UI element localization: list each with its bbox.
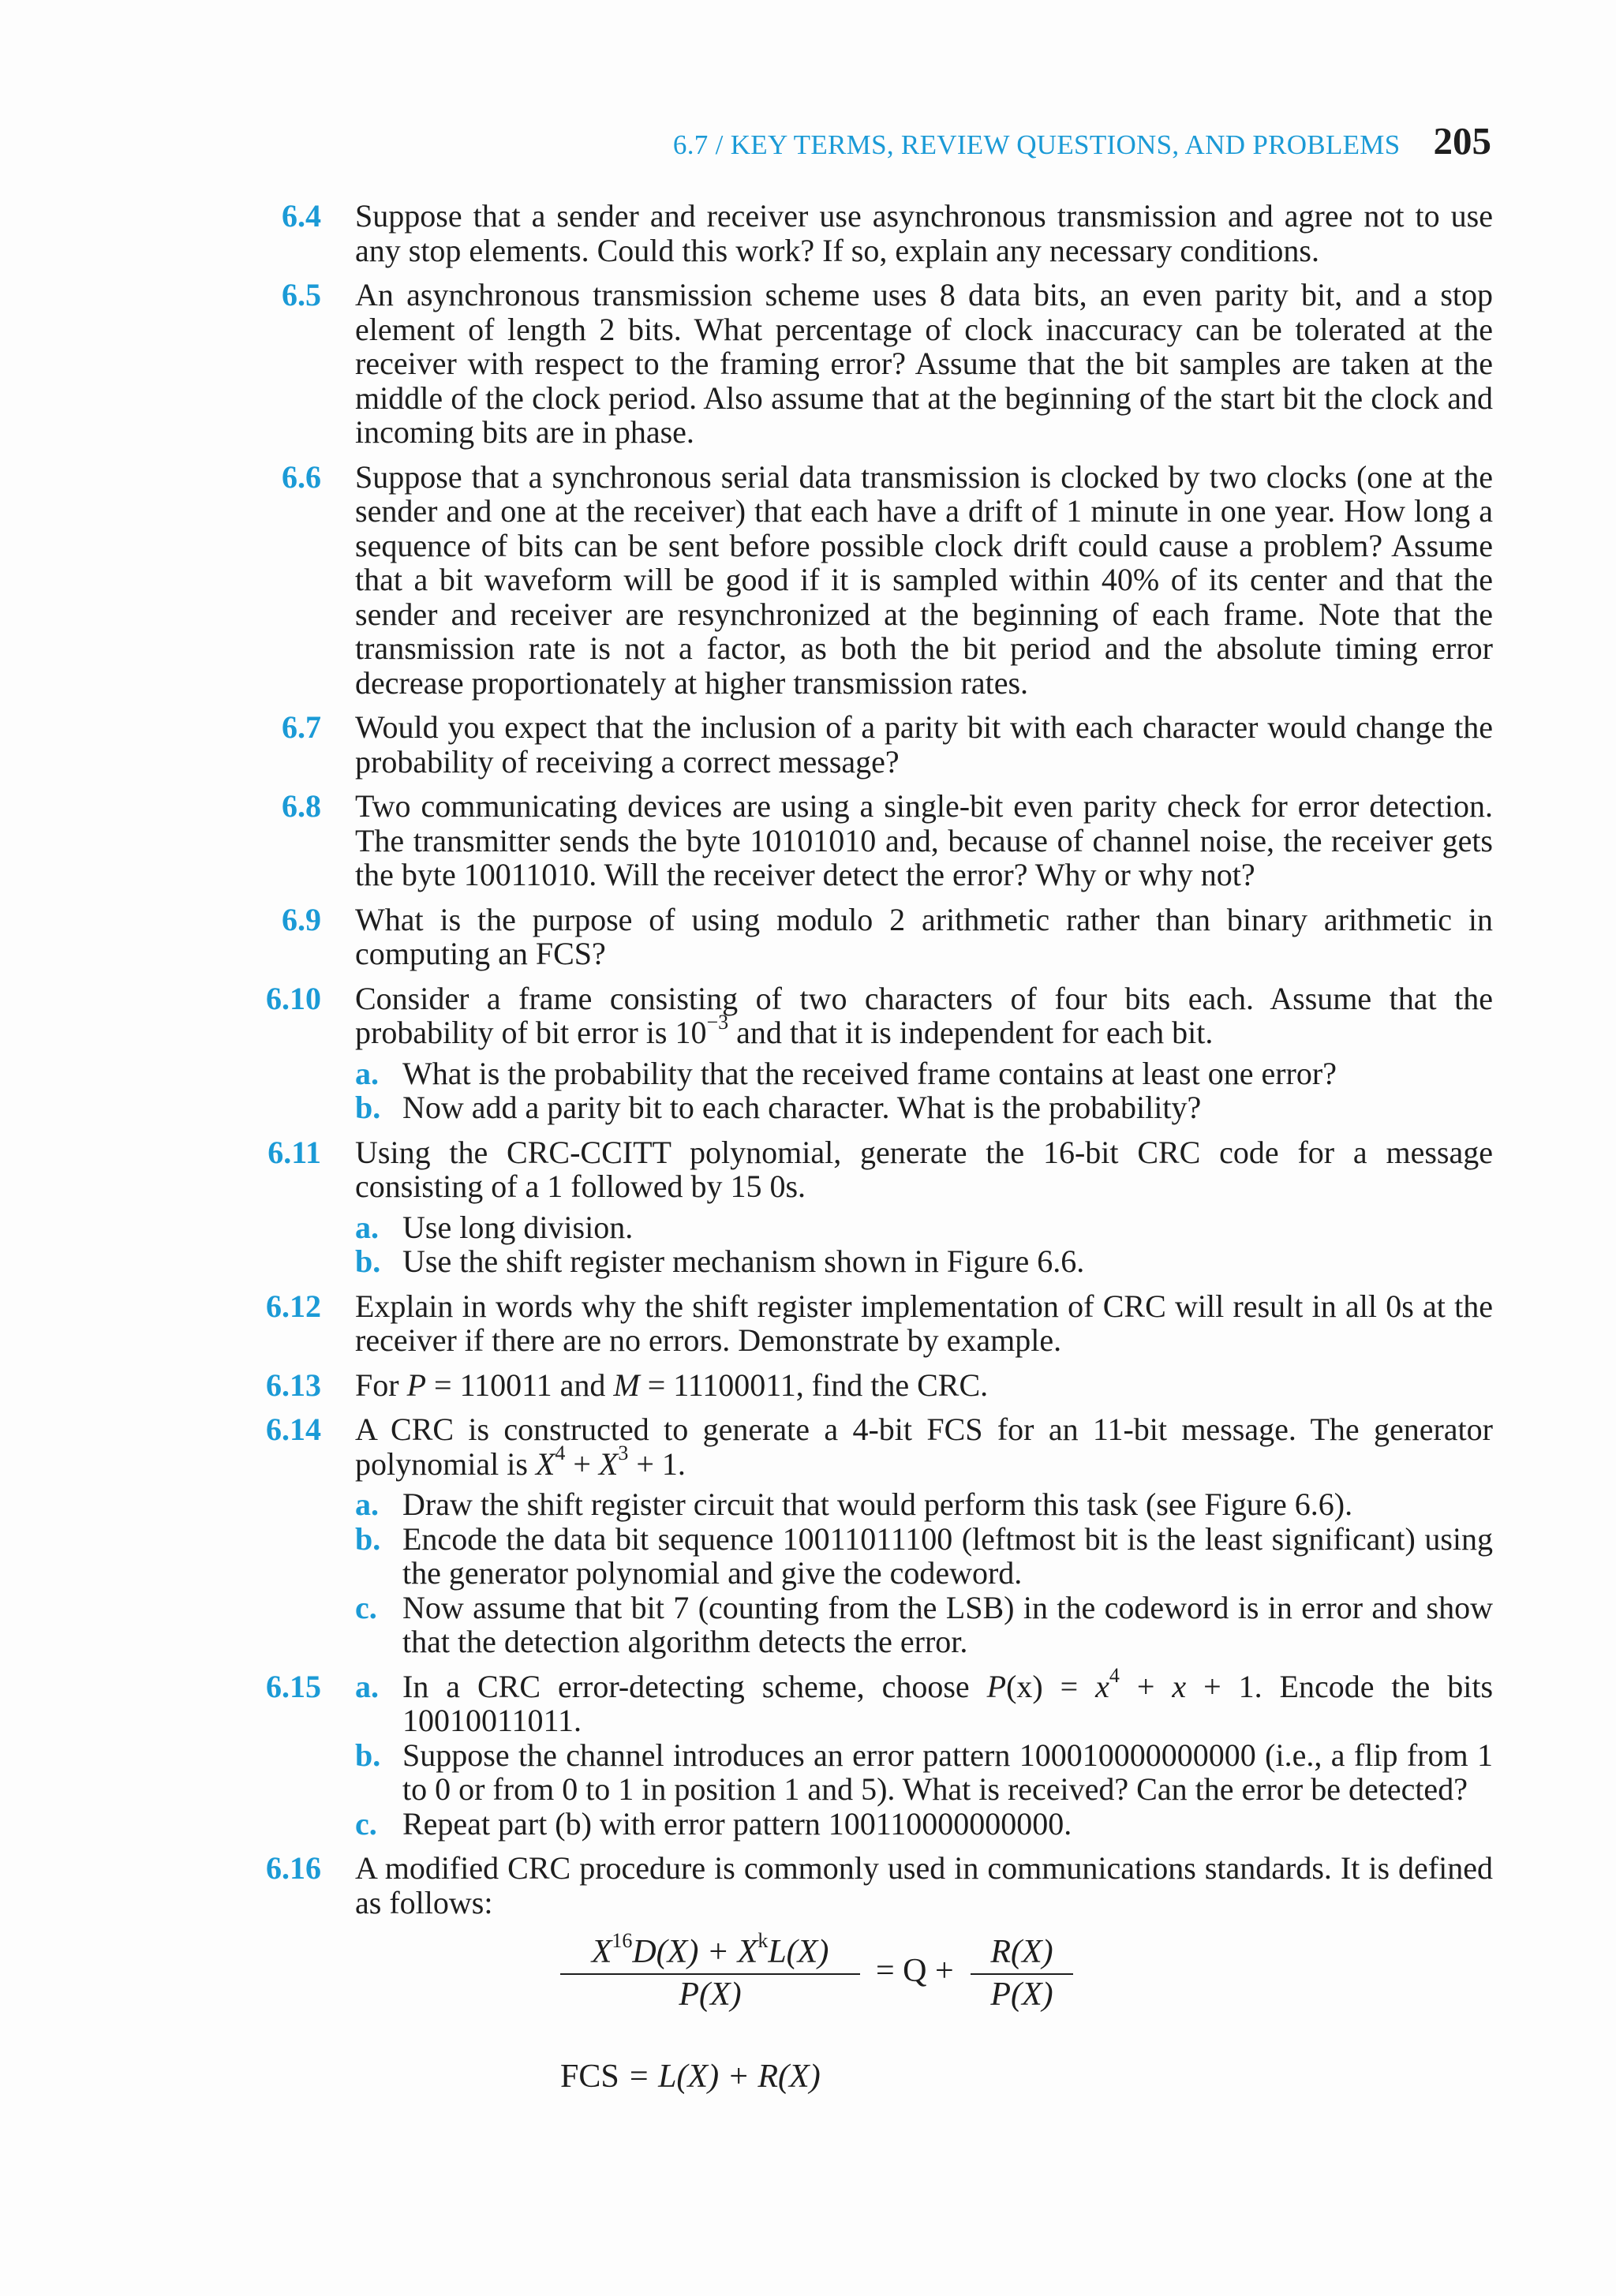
- variable-m: M: [613, 1367, 640, 1403]
- subpart-text: What is the probability that the received frame contains at least one error?: [402, 1055, 1337, 1091]
- variable-p: P: [986, 1668, 1007, 1704]
- text-segment: In a CRC error-detecting scheme, choose: [402, 1668, 987, 1704]
- subpart-letter: b.: [355, 1737, 381, 1773]
- text-before-exponent: Consider a frame consisting of two characters of four bits each. Assume that the probability of bit error is 10: [355, 980, 1493, 1050]
- problem-number: 6.12: [266, 1288, 321, 1324]
- problem-number: 6.5: [282, 277, 321, 312]
- subpart-a: [355, 1056, 1493, 1091]
- subpart-letter: a.: [355, 1668, 379, 1704]
- var: L(X): [768, 1934, 829, 1970]
- operator: +: [565, 1445, 599, 1482]
- text-segment: = 11100011, find the CRC.: [639, 1367, 989, 1403]
- subpart-letter: b.: [355, 1243, 381, 1279]
- var: P(X): [679, 1976, 742, 2013]
- subpart-letter: a.: [355, 1055, 379, 1091]
- problem-number: 6.7: [282, 709, 321, 745]
- var: X: [591, 1934, 612, 1970]
- fcs-definition: [560, 2060, 821, 2095]
- problem-text: [355, 1368, 1493, 1403]
- fcs-expression: = L(X) + R(X): [619, 2059, 821, 2095]
- variable-x: x: [1095, 1668, 1109, 1704]
- problem-6-13: [260, 1368, 1493, 1403]
- problem-text: Suppose that a sender and receiver use asynchronous transmission and agree not to use any stop elements. Could this work? If so, explain any necessary conditions.: [355, 198, 1493, 268]
- subpart-text: Suppose the channel introduces an error pattern 100010000000000 (i.e., a flip from 1 to 0 or from 0 to 1 in position 1 and 5). What is received? Can the error be detected?: [402, 1737, 1493, 1807]
- problem-text: A modified CRC procedure is commonly used in communications standards. It is defined as follows:: [355, 1850, 1493, 1920]
- equals-q-plus: = Q +: [876, 1953, 954, 1989]
- problem-6-16: [260, 1851, 1493, 2109]
- problem-6-5: [260, 278, 1493, 450]
- text-segment: For: [355, 1367, 407, 1403]
- var: D(X) + X: [632, 1934, 758, 1970]
- problem-text: What is the purpose of using modulo 2 arithmetic rather than binary arithmetic in computing an FCS?: [355, 901, 1493, 971]
- problem-number: 6.8: [282, 788, 321, 824]
- text-after-exponent: and that it is independent for each bit.: [728, 1015, 1214, 1050]
- variable-p: P: [406, 1367, 427, 1403]
- subpart-b: [355, 1244, 1493, 1279]
- subpart-letter: a.: [355, 1209, 379, 1245]
- problem-number: 6.16: [266, 1850, 321, 1886]
- crc-equation: [355, 1929, 1493, 2109]
- lhs-numerator: [560, 1929, 860, 1975]
- subpart-letter: a.: [355, 1486, 379, 1522]
- subpart-letter: b.: [355, 1090, 381, 1125]
- problem-number: 6.13: [266, 1367, 321, 1403]
- exponent: −3: [706, 1010, 729, 1034]
- lhs-fraction: [560, 1929, 860, 2013]
- subpart-text: Use long division.: [402, 1209, 634, 1245]
- problem-number: 6.15: [266, 1668, 321, 1704]
- subpart-c: [355, 1807, 1493, 1842]
- rhs-denominator: [971, 1975, 1073, 2013]
- var: P(X): [990, 1976, 1053, 2013]
- subpart-text: Use the shift register mechanism shown in Figure 6.6.: [402, 1243, 1085, 1279]
- subpart-b: [355, 1090, 1493, 1125]
- operator: +: [1119, 1668, 1173, 1704]
- subpart-a: [355, 1664, 1494, 1738]
- subpart-letter: c.: [355, 1589, 377, 1625]
- problem-6-15: [260, 1664, 1494, 1842]
- subpart-a: [355, 1487, 1493, 1522]
- problem-number: 6.10: [266, 980, 321, 1016]
- exponent: 3: [618, 1442, 629, 1465]
- problem-6-6: [260, 460, 1493, 701]
- problem-6-12: [260, 1289, 1493, 1358]
- problem-number: 6.6: [282, 458, 321, 495]
- variable-x: X: [535, 1445, 556, 1482]
- subpart-letter: c.: [355, 1805, 377, 1842]
- subpart-c: [355, 1591, 1493, 1659]
- exponent: 16: [612, 1929, 633, 1952]
- problem-6-11: [260, 1135, 1493, 1279]
- variable-x: x: [1172, 1668, 1187, 1704]
- problem-text: Explain in words why the shift register implementation of CRC will result in all 0s at the receiver if there are no errors. Demonstrate by example.: [355, 1288, 1493, 1358]
- problem-text: [355, 982, 1493, 1050]
- problem-text: Using the CRC-CCITT polynomial, generate the 16-bit CRC code for a message consisting of a 1 followed by 15 0s.: [355, 1134, 1493, 1204]
- subpart-a: [355, 1210, 1493, 1245]
- subparts: [355, 1210, 1493, 1279]
- rhs-fraction: [971, 1935, 1073, 2012]
- subpart-text: Repeat part (b) with error pattern 100110000000000.: [402, 1805, 1072, 1842]
- problem-text: Suppose that a synchronous serial data transmission is clocked by two clocks (one at the sender and one at the receiver) that each have a drift of 1 minute in one year. How long a sequence of bits can be sent before possible clock drift could cause a problem? Assume that a bit waveform will be good if it is sampled within 40% of its center and that the sender and receiver are resynchronized at the beginning of each frame. Note that the transmission rate is not a factor, as both the bit period and the absolute timing error decrease proportionately at higher transmission rates.: [355, 458, 1493, 701]
- problem-text: An asynchronous transmission scheme uses 8 data bits, an even parity bit, and a stop element of length 2 bits. What percentage of clock inaccuracy can be tolerated at the receiver with respect to the framing error? Assume that the bit samples are taken at the middle of the clock period. Also assume that at the beginning of the start bit the clock and incoming bits are in phase.: [355, 277, 1493, 450]
- subpart-letter: b.: [355, 1520, 381, 1557]
- problem-text: Would you expect that the inclusion of a parity bit with each character would change the probability of receiving a correct message?: [355, 709, 1493, 780]
- problem-6-7: [260, 710, 1493, 779]
- problem-number: 6.14: [266, 1412, 321, 1447]
- subpart-text: Draw the shift register circuit that would perform this task (see Figure 6.6).: [402, 1486, 1353, 1522]
- problem-number: 6.11: [267, 1134, 321, 1170]
- problem-6-4: [260, 199, 1493, 267]
- exponent: k: [758, 1929, 769, 1952]
- var: R(X): [990, 1934, 1053, 1970]
- page-header: [237, 118, 1491, 163]
- exponent: 4: [555, 1442, 566, 1465]
- lhs-denominator: [560, 1975, 860, 2013]
- subpart-b: [355, 1522, 1493, 1591]
- problem-number: 6.4: [282, 198, 321, 234]
- subparts: [355, 1056, 1493, 1125]
- subpart-text: Now add a parity bit to each character. What is the probability?: [402, 1090, 1202, 1125]
- page-number: 205: [1433, 119, 1491, 163]
- subpart-b: [355, 1738, 1493, 1807]
- subpart-text: Now assume that bit 7 (counting from the LSB) in the codeword is in error and show that the detection algorithm detects the error.: [402, 1589, 1493, 1659]
- variable-x: X: [598, 1445, 619, 1482]
- text-segment: A CRC is constructed to generate a 4-bit FCS for an 11-bit message. The generator polynomial is: [355, 1412, 1493, 1482]
- problem-text: [355, 1412, 1493, 1481]
- problem-6-10: [260, 982, 1493, 1125]
- problem-6-9: [260, 903, 1493, 971]
- exponent: 4: [1109, 1664, 1120, 1688]
- running-head: 6.7 / KEY TERMS, REVIEW QUESTIONS, AND PROBLEMS: [672, 129, 1401, 160]
- text-segment: = 110011 and: [426, 1367, 614, 1403]
- fcs-label: FCS: [560, 2059, 619, 2095]
- function-argument: (x): [1006, 1668, 1043, 1704]
- subparts: [355, 1487, 1493, 1659]
- problem-6-8: [260, 789, 1493, 892]
- rhs-numerator: [971, 1935, 1073, 1975]
- problem-6-14: [260, 1412, 1493, 1659]
- subpart-text: Encode the data bit sequence 10011011100 (leftmost bit is the least significant) using the generator polynomial and give the codeword.: [402, 1520, 1493, 1591]
- problem-text: Two communicating devices are using a single-bit even parity check for error detection. The transmitter sends the byte 10101010 and, because of channel noise, the receiver gets the byte 10011010. Will the receiver detect the error? Why or why not?: [355, 788, 1493, 892]
- text-segment: + 1.: [628, 1445, 686, 1482]
- operator: =: [1042, 1668, 1096, 1704]
- problem-number: 6.9: [282, 901, 321, 937]
- problems-list: [260, 199, 1493, 2119]
- text-segment: + 1. Encode the bits 10010011011.: [402, 1668, 1494, 1738]
